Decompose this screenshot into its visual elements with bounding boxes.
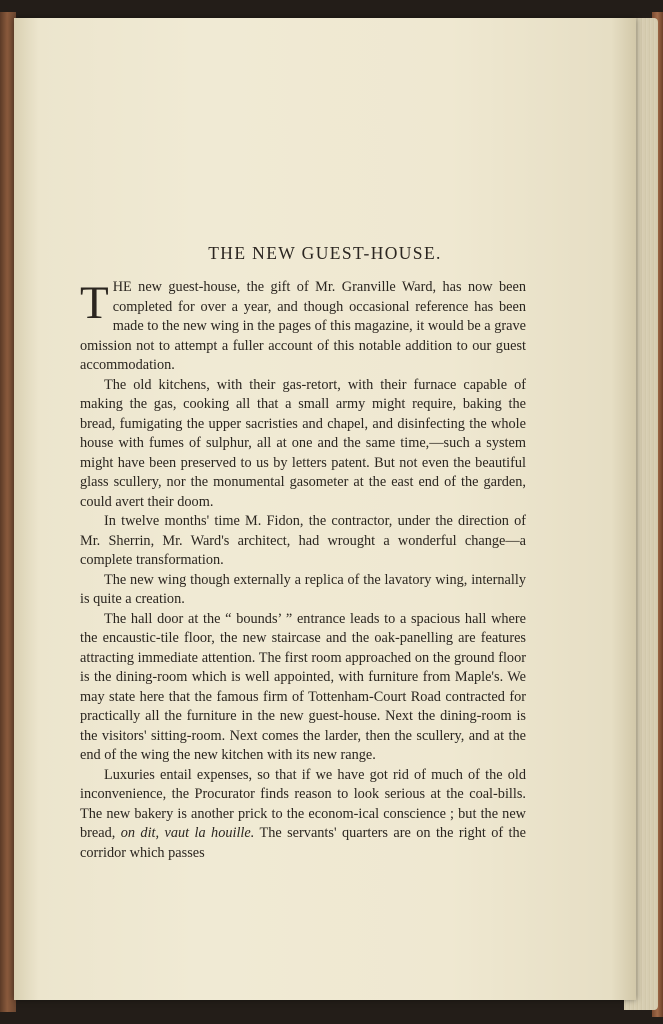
paragraph-6-end: The servants' quarters are on the right of the corridor which passes [80,825,527,861]
paragraph-6-italic: on dit, vaut la houille. [120,825,255,841]
paragraph-2: The old kitchens, with their gas-retort, with their furnace capable of making the gas, cooking all that a small army might require, baking the bread, fumigating the upper sacristies and chapel, and disinfecting the whole house with fumes of sulphur, all at one and the same time,—such a system might have been preserved to us by letters patent. But not even the beautiful glass scullery, nor the monumental gasometer at the east end of the garden, could avert their doom. [80,376,526,510]
article-title: THE NEW GUEST-HOUSE. [208,243,442,263]
paragraph-5: The hall door at the “ bounds’ ” entrance leads to a spacious hall where the encaustic-tile floor, the new staircase and the oak-panelling are features attracting immediate attention. The first room approached on the ground floor is the dining-room which is well appointed, with furniture from Maple's. We may state here that the famous firm of Tottenham-Court Road contracted for practically all the furniture in the new guest-house. Next the dining-room is the visitors' sitting-room. Next comes the larder, then the scullery, and at the end of the wing the new kitchen with its new range. [80,610,526,763]
paragraph-4: The new wing though externally a replica of the lavatory wing, internally is quite a creation. [80,571,526,607]
paragraph-1 [80,278,526,376]
drop-cap: T [80,277,109,329]
article-body [80,278,526,863]
paragraph-3: In twelve months' time M. Fidon, the contractor, under the direction of Mr. Sherrin, Mr. Ward's architect, had wrought a wonderful change—a complete transformation. [80,513,526,568]
paragraph-6 [80,766,526,864]
paragraph-1-text: HE new guest-house, the gift of Mr. Granville Ward, has now been completed for over a year, and though occasional reference has been made to the new wing in the pages of this magazine, it would be a grave omission not to attempt a fuller account of this notable addition to our guest accommodation. [80,279,526,373]
book-page [14,18,636,1000]
paragraph-6-start: Luxuries entail expenses, so that if we have got rid of much of the old inconvenience, the Procurator finds reason to look serious at the coal-bills. The new bakery is another prick to the econom-ical conscience ; but the new bread, [80,766,526,841]
